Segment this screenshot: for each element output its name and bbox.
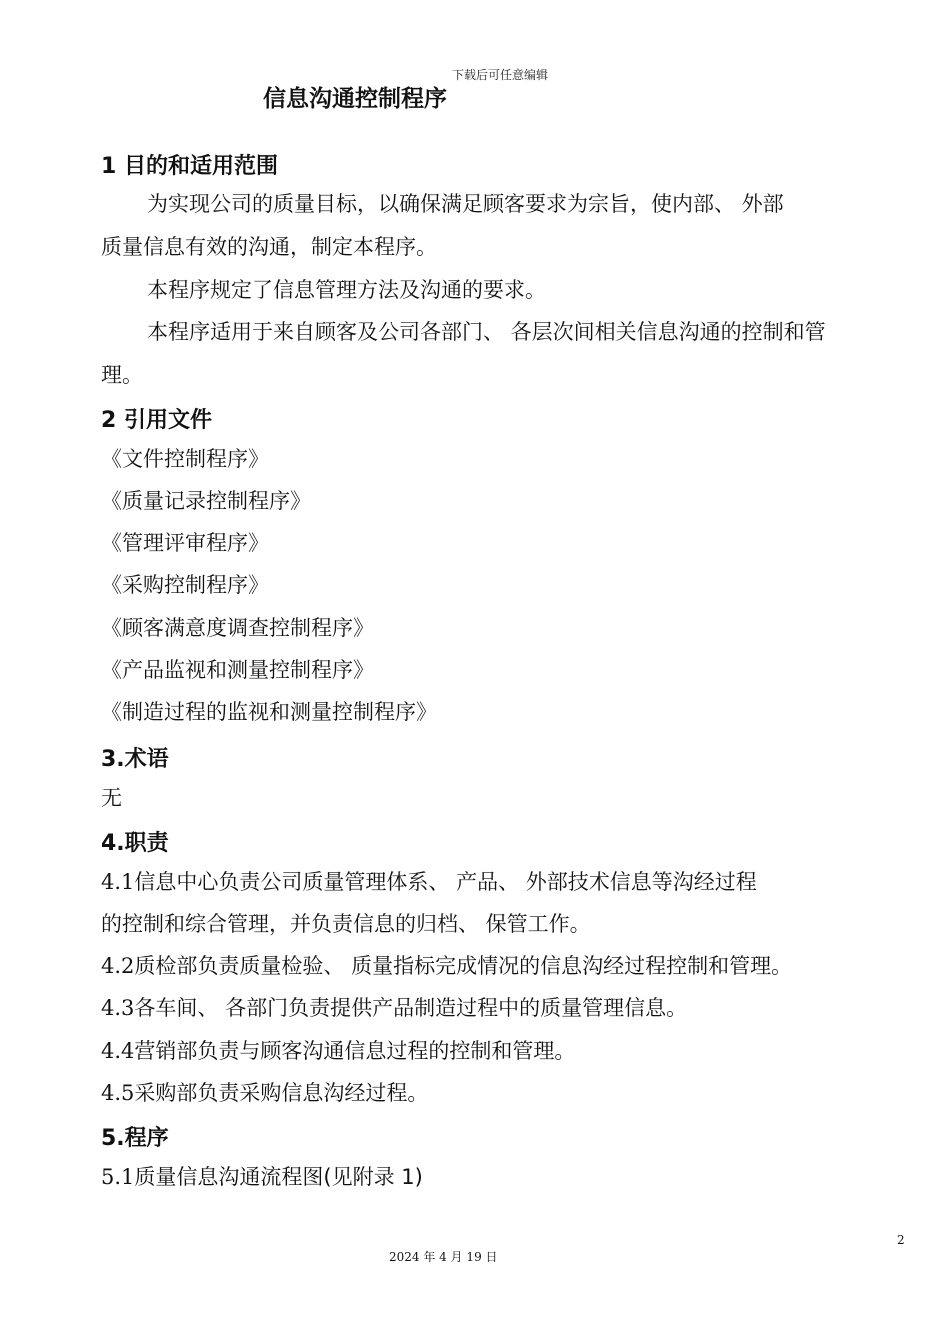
responsibility-item bbox=[101, 1039, 575, 1064]
header-note: 下载后可任意编辑 bbox=[452, 68, 549, 82]
footer-date: 2024 年 4 月 19 日 bbox=[389, 1250, 498, 1264]
procedure-item bbox=[101, 1165, 423, 1190]
terminology-body: 无 bbox=[101, 786, 122, 810]
reference-item: 《质量记录控制程序》 bbox=[101, 489, 311, 513]
page-number: 2 bbox=[897, 1233, 905, 1247]
item-text: 信息中心负责公司质量管理体系、 产品、 外部技术信息等沟经过程 bbox=[134, 870, 757, 894]
item-number: 4.3 bbox=[101, 996, 135, 1020]
reference-item: 《顾客满意度调查控制程序》 bbox=[101, 616, 374, 640]
reference-item: 《管理评审程序》 bbox=[101, 531, 269, 555]
item-text: 营销部负责与顾客沟通信息过程的控制和管理。 bbox=[134, 1039, 576, 1063]
item-text: 质检部负责质量检验、 质量指标完成情况的信息沟经过程控制和管理。 bbox=[134, 954, 793, 978]
reference-item: 《制造过程的监视和测量控制程序》 bbox=[101, 700, 437, 724]
paragraph-line: 本程序规定了信息管理方法及沟通的要求。 bbox=[147, 278, 546, 302]
paragraph-line: 质量信息有效的沟通，制定本程序。 bbox=[101, 235, 437, 259]
responsibility-item-continuation: 的控制和综合管理，并负责信息的归档、 保管工作。 bbox=[101, 912, 591, 936]
responsibility-item bbox=[101, 870, 757, 895]
document-title: 信息沟通控制程序 bbox=[263, 86, 447, 112]
responsibility-item bbox=[101, 1081, 428, 1106]
section-1-heading: 1 目的和适用范围 bbox=[101, 154, 278, 179]
responsibility-item bbox=[101, 996, 687, 1021]
paragraph-line: 本程序适用于来自顾客及公司各部门、 各层次间相关信息沟通的控制和管 bbox=[147, 320, 826, 344]
item-text: 各车间、 各部门负责提供产品制造过程中的质量管理信息。 bbox=[134, 996, 688, 1020]
item-number: 4.2 bbox=[101, 954, 135, 978]
item-text: 采购部负责采购信息沟经过程。 bbox=[134, 1081, 429, 1105]
section-3-heading: 3.术语 bbox=[101, 747, 169, 772]
reference-item: 《文件控制程序》 bbox=[101, 447, 269, 471]
item-number: 4.5 bbox=[101, 1081, 135, 1105]
section-2-heading: 2 引用文件 bbox=[101, 408, 212, 433]
reference-item: 《采购控制程序》 bbox=[101, 573, 269, 597]
item-number: 4.4 bbox=[101, 1039, 135, 1063]
section-4-heading: 4.职责 bbox=[101, 831, 169, 856]
item-text: 质量信息沟通流程图(见附录 1) bbox=[134, 1165, 423, 1189]
paragraph-line: 为实现公司的质量目标，以确保满足顾客要求为宗旨，使内部、 外部 bbox=[147, 192, 784, 216]
item-number: 4.1 bbox=[101, 870, 135, 894]
section-5-heading: 5.程序 bbox=[101, 1126, 169, 1151]
item-number: 5.1 bbox=[101, 1165, 135, 1189]
responsibility-item bbox=[101, 954, 792, 979]
reference-item: 《产品监视和测量控制程序》 bbox=[101, 658, 374, 682]
paragraph-line: 理。 bbox=[101, 363, 143, 387]
